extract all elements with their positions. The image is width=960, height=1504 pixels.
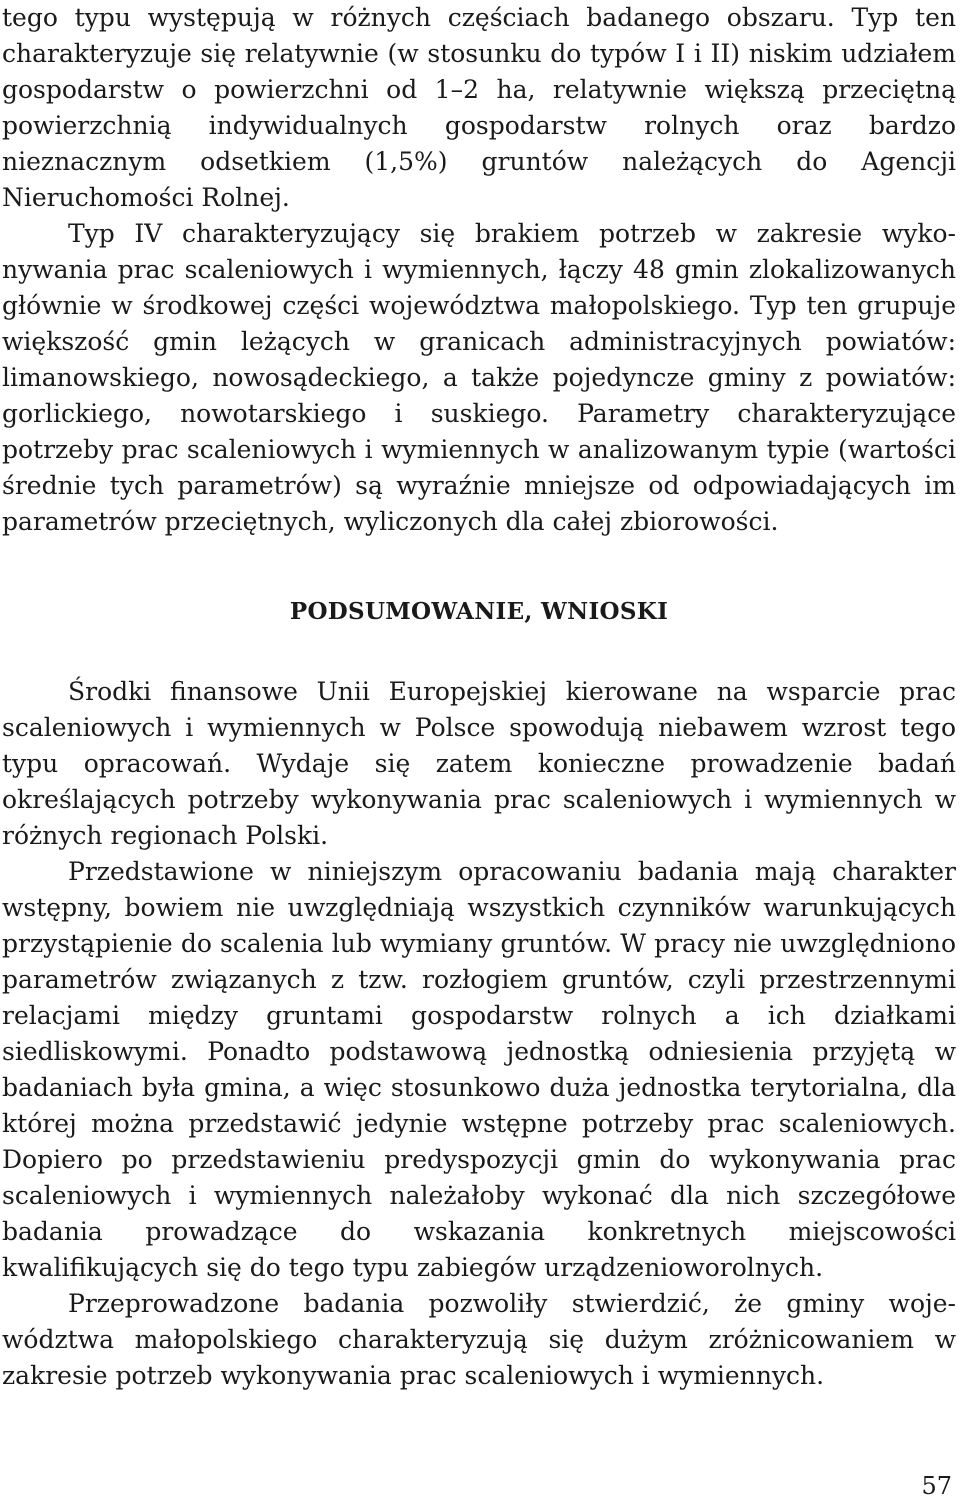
paragraph-conclusions-1: Środki finansowe Unii Europejskiej kierowane na wsparcie prac scaleniowych i wymiennych w Polsce spowodują niebawem wzrost tego typu opracowań. Wydaje się zatem konieczne prowadzenie badań określających potrzeby wykonywania prac scaleniowych i wymiennych w różnych regionach Polski.: [2, 677, 956, 850]
paragraph-type-iii-continuation: tego typu występują w różnych częściach badanego obszaru. Typ ten charakteryzuje się relatywnie (w stosunku do typów I i II) niskim udziałem gospodarstw o powierzchni od 1–2 ha, relatywnie większą przeciętną powierzchnią indywidualnych gospodarstw rolnych oraz bardzo nieznacznym odsetkiem (1,5%) gruntów należących do Agencji Nieruchomości Rolnej.: [2, 3, 956, 212]
paragraph-type-iv: Typ IV charakteryzujący się brakiem potrzeb w zakresie wykonywania prac scaleniowych i wymiennych, łączy 48 gmin zlokalizowanych głównie w środkowej części województwa małopolskiego. Typ ten grupuje większość gmin leżących w granicach administracyjnych powiatów: limanowskiego, nowosądeckiego, a także pojedyncze gminy z powiatów: gorlickiego, nowotarskiego i suskiego. Parametry charakteryzujące potrzeby prac scaleniowych i wymiennych w analizowanym typie (wartości średnie tych parametrów) są wyraźnie mniejsze od odpowiadających im parametrów przeciętnych, wyliczonych dla całej zbiorowości.: [2, 219, 956, 536]
paragraph-conclusions-2: Przedstawione w niniejszym opracowaniu badania mają charakter wstępny, bowiem nie uwzględniają wszystkich czynników warunkujących przystąpienie do scalenia lub wymiany gruntów. W pracy nie uwzględniono parametrów związanych z tzw. rozłogiem gruntów, czyli przestrzennymi relacjami między gruntami gospodarstw rolnych a ich działkami siedliskowymi. Ponadto podstawową jednostką odniesienia przyjętą w badaniach była gmina, a więc stosunkowo duża jednostka terytorialna, dla której można przedstawić jedynie wstępne potrzeby prac scaleniowych. Dopiero po przedstawieniu predyspozycji gmin do wykonywania prac scaleniowych i wymiennych należałoby wykonać dla nich szczegółowe badania prowadzące do wskazania konkretnych miejscowości kwalifikujących się do tego typu zabiegów urządzenioworolnych.: [2, 857, 956, 1282]
paragraph-conclusions-3: Przeprowadzone badania pozwoliły stwierdzić, że gminy województwa małopolskiego charakteryzują się dużym zróżnicowaniem w zakresie potrzeb wykonywania prac scaleniowych i wymiennych.: [2, 1289, 956, 1390]
section-heading: PODSUMOWANIE, WNIOSKI: [289, 598, 669, 625]
page-number: 57: [921, 1472, 952, 1500]
document-page: [2, 0, 956, 1394]
